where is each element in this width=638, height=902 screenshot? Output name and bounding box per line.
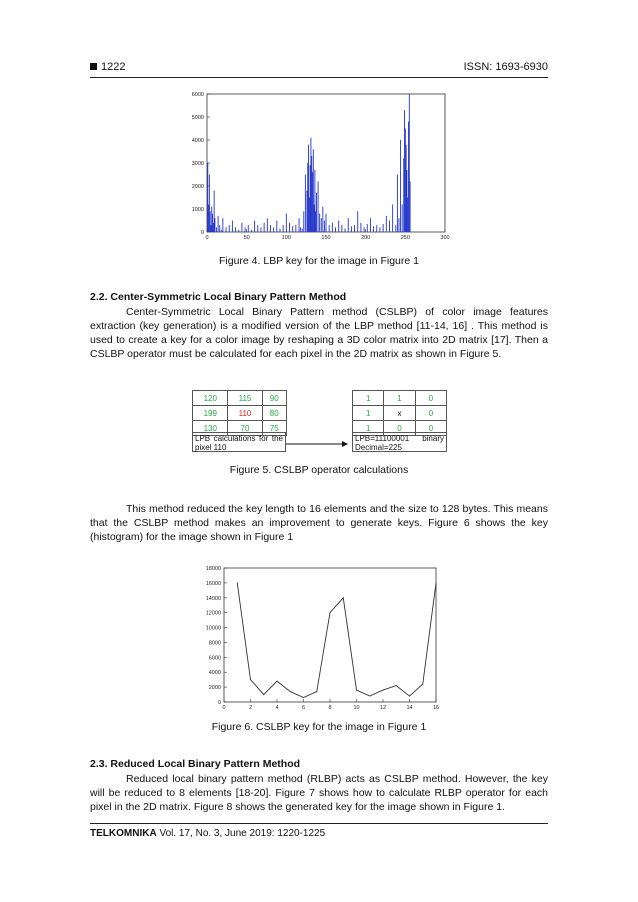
matrix-cell: 1 [353, 421, 384, 436]
series-line [237, 583, 436, 698]
matrix-row [193, 406, 287, 421]
y-tick-label: 10000 [205, 625, 221, 632]
matrix-cell: 0 [415, 391, 446, 406]
data-point [250, 679, 251, 680]
matrix-row [353, 406, 447, 421]
matrix-cell: 120 [193, 391, 228, 406]
matrix-cell: 0 [415, 406, 446, 421]
matrix-cell: 1 [353, 406, 384, 421]
x-tick-label: 0 [205, 235, 209, 241]
matrix-row [353, 391, 447, 406]
y-tick-label: 5000 [191, 115, 204, 121]
data-point [277, 681, 278, 682]
matrix-cell: 115 [228, 391, 262, 406]
x-tick-label: 50 [243, 235, 250, 241]
x-tick-label: 250 [400, 235, 410, 241]
x-tick-label: 14 [406, 705, 413, 711]
data-point [303, 697, 304, 698]
matrix-cell: 0 [384, 421, 415, 436]
figure5-caption: Figure 5. CSLBP operator calculations [229, 464, 409, 476]
right-matrix [352, 390, 447, 436]
x-tick-label: 2 [248, 705, 253, 711]
matrix-cell: 130 [193, 421, 228, 436]
data-point [343, 597, 344, 598]
matrix-cell: 70 [228, 421, 262, 436]
matrix-cell: 199 [193, 406, 228, 421]
page-number: 1222 [90, 61, 125, 73]
matrix-cell: x [384, 406, 415, 421]
x-tick-label: 6 [301, 705, 306, 711]
y-tick-label: 6000 [191, 92, 204, 98]
data-point [330, 612, 331, 613]
figure4-caption: Figure 4. LBP key for the image in Figure 1 [219, 255, 419, 267]
data-point [369, 696, 370, 697]
figure5-cslbp-diagram [192, 390, 447, 453]
matrix-cell: 1 [353, 391, 384, 406]
section-2-3-title: 2.3. Reduced Local Binary Pattern Method [90, 758, 301, 770]
lpb-binary-value: LPB=11100001 [355, 434, 410, 443]
y-tick-label: 1000 [191, 207, 204, 213]
matrix-cell: 80 [262, 406, 287, 421]
left-note: LPB calculations for the pixel 110 [192, 432, 286, 452]
section-2-2-title: 2.2. Center-Symmetric Local Binary Pattern Method [90, 291, 347, 303]
x-tick-label: 12 [379, 705, 387, 711]
x-tick-label: 10 [353, 705, 360, 711]
figure4-lbp-histogram [180, 88, 455, 246]
data-point [237, 582, 238, 583]
data-point [409, 696, 410, 697]
y-tick-label: 8000 [208, 640, 221, 647]
matrix-cell: 0 [415, 421, 446, 436]
matrix-cell: 110 [228, 406, 262, 421]
y-tick-label: 3000 [191, 161, 204, 167]
data-point [422, 684, 423, 685]
figure6-cslbp-chart [188, 563, 448, 713]
data-point [263, 694, 264, 695]
issn-label: ISSN: 1693-6930 [463, 61, 548, 73]
arrow-right-icon [286, 440, 348, 448]
y-tick-label: 4000 [208, 670, 221, 677]
data-point [316, 691, 317, 692]
right-note [352, 432, 447, 452]
plot-frame [224, 568, 436, 702]
footer-citation: TELKOMNIKA Vol. 17, No. 3, June 2019: 1220-1225 [90, 828, 326, 839]
data-point [290, 691, 291, 692]
y-tick-label: 2000 [191, 184, 204, 190]
binary-label: binary [422, 434, 444, 443]
matrix-row [193, 391, 287, 406]
data-point [383, 690, 384, 691]
data-point [356, 690, 357, 691]
y-tick-label: 0 [217, 700, 221, 706]
x-tick-label: 150 [321, 235, 331, 241]
x-tick-label: 300 [440, 235, 450, 241]
data-point [436, 582, 437, 583]
x-tick-label: 0 [222, 705, 226, 711]
left-matrix [192, 390, 287, 436]
matrix-cell: 1 [384, 391, 415, 406]
lpb-decimal-value: Decimal=225 [355, 443, 402, 452]
y-tick-label: 12000 [205, 610, 221, 617]
header-rule [90, 77, 548, 78]
x-tick-label: 16 [432, 705, 440, 711]
y-tick-label: 16000 [205, 580, 221, 587]
section-2-3-paragraph: Reduced local binary pattern method (RLBP) acts as CSLBP method. However, the key will be reduced to 8 elements [18-20]. Figure 7 shows how to calculate RLBP operator for each pixel in the 2D matrix. Figure 8 shows the generated key for the image shown in Figure 1. [90, 773, 548, 813]
y-tick-label: 4000 [191, 138, 204, 144]
y-tick-label: 2000 [208, 685, 221, 692]
x-tick-label: 8 [328, 705, 332, 711]
x-tick-label: 4 [275, 705, 279, 711]
matrix-cell: 75 [262, 421, 287, 436]
section-2-2-paragraph: Center-Symmetric Local Binary Pattern method (CSLBP) of color image features extraction (key generation) is a modified version of the LBP method [11-14, 16] . This method is used to create a key for a color image by reshaping a 3D color matrix into 2D matrix [17]. Then a CSLBP operator must be calculated for each pixel in the 2D matrix as shown in Figure 5. [90, 306, 548, 360]
figure6-caption: Figure 6. CSLBP key for the image in Figure 1 [211, 721, 427, 733]
data-point [396, 685, 397, 686]
y-tick-label: 0 [200, 230, 204, 236]
y-tick-label: 18000 [205, 566, 221, 572]
y-tick-label: 6000 [208, 655, 221, 662]
matrix-cell: 90 [262, 391, 287, 406]
cslbp-result-paragraph: This method reduced the key length to 16 elements and the size to 128 bytes. This means that the CSLBP method makes an improvement to generate keys. Figure 6 shows the key (histogram) for the image shown in Figure 1 [90, 503, 548, 543]
square-bullet-icon [90, 63, 97, 70]
footer-rule [90, 823, 548, 824]
y-tick-label: 14000 [205, 595, 221, 602]
x-tick-label: 200 [361, 235, 371, 241]
x-tick-label: 100 [281, 235, 291, 241]
